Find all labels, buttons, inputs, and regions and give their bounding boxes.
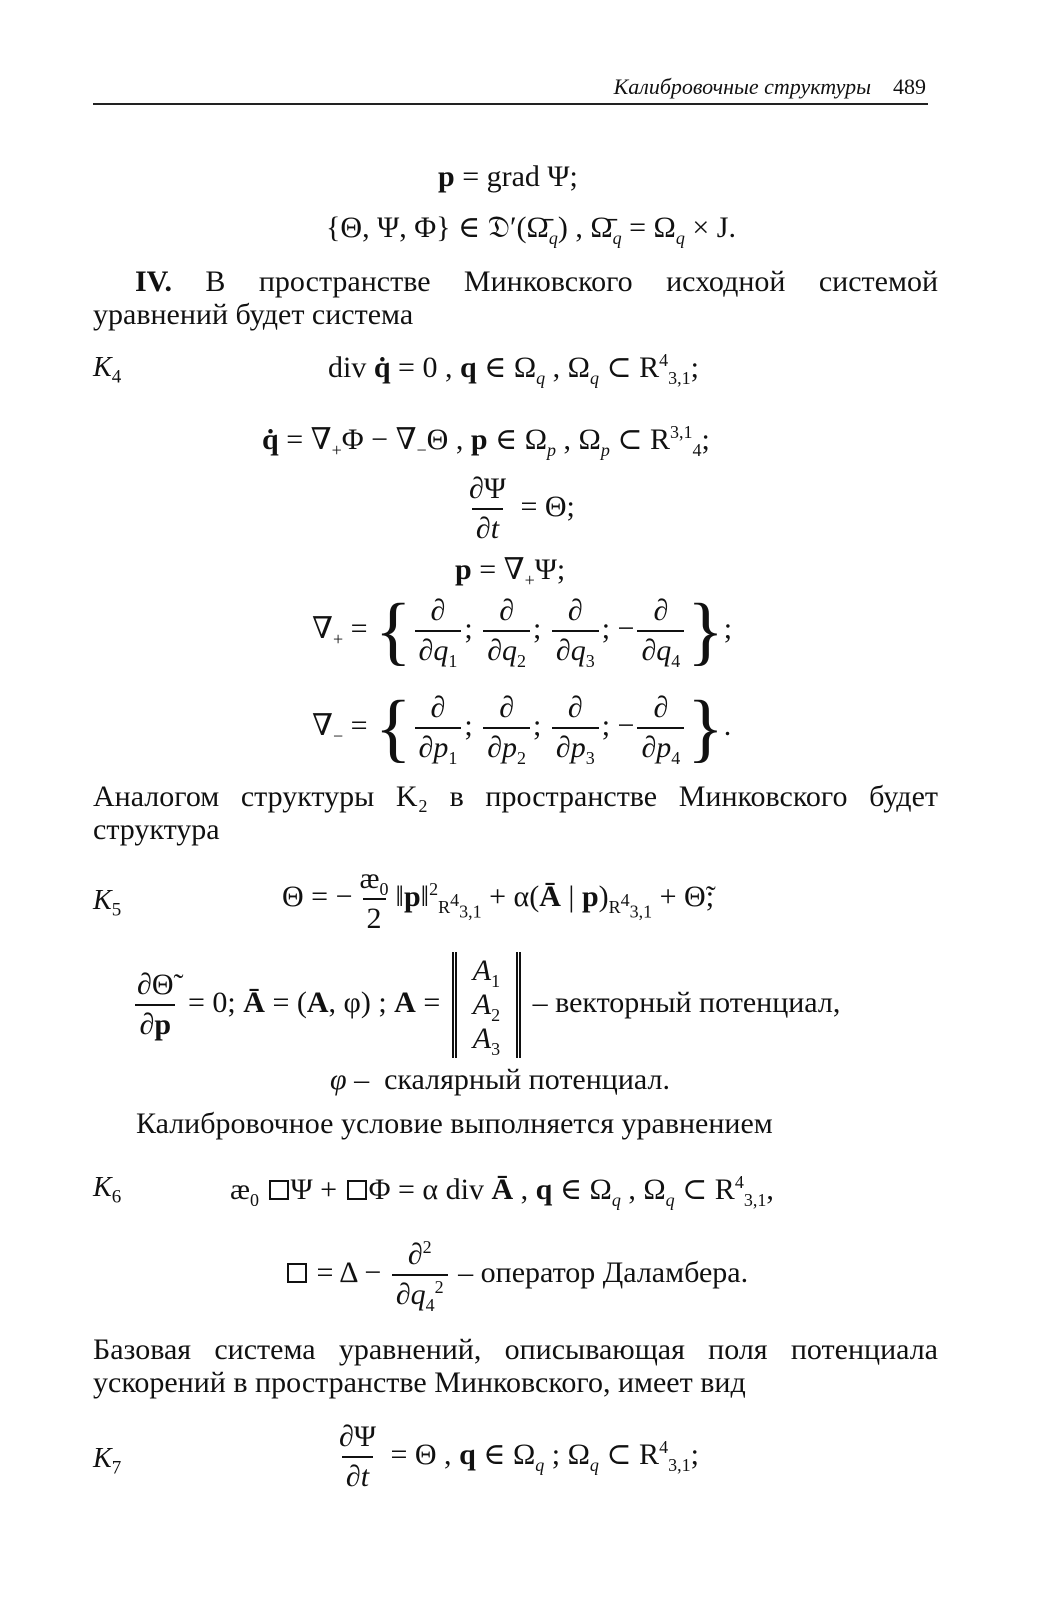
- equation-set-part3: = Ω: [621, 211, 676, 244]
- page-number: 489: [893, 74, 926, 99]
- equation-q-dot: q̇ = $\nabla_+\Phi - \nabla_-\Theta$ , p ∈ $\Omega_p$ , $\Omega_p$ ⊂ R$^{3,1}_4$;: [262, 422, 710, 460]
- label-k4: $K_4$: [93, 352, 122, 388]
- equation-gauge: $æ_0$ Ψ + Φ = α div Ā , q ∈ $\Omega_q$ , $\Omega_q$ ⊂ $R^4_{3,1}$,: [230, 1172, 774, 1210]
- dalembert-text: – оператор Даламбера.: [458, 1255, 749, 1289]
- equation-p-grad: p = grad Ψ;: [438, 160, 578, 193]
- scalar-potential-text: скалярный потенциал.: [384, 1063, 670, 1096]
- equation-set-part2: ) , Ω̄: [557, 211, 613, 244]
- equation-set-part4: × J.: [684, 211, 736, 244]
- gauge-condition-text: Калибровочное условие выполняется уравнением: [136, 1107, 773, 1140]
- label-k5: $K_5$: [93, 885, 122, 921]
- base-system-paragraph: Базовая система уравнений, описывающая поля потенциала ускорений в пространстве Минковского, имеет вид: [93, 1333, 938, 1399]
- section-iv-text: В пространстве Минковского исходной системой уравнений будет система: [93, 265, 939, 331]
- equation-k7: $\frac{\partial\Psi}{\partial t}$ = Θ , q ∈ $\Omega_q$ ; $\Omega_q$ ⊂ $R^4_{3,1}$;: [339, 1420, 699, 1493]
- vector-potential-text: – векторный потенциал,: [532, 985, 841, 1019]
- phi-symbol: φ –: [330, 1063, 370, 1096]
- running-title: Калибровочные структуры: [613, 74, 871, 99]
- header-rule: [93, 103, 928, 105]
- equation-nabla-minus: $\nabla_-$ = { $\frac{\partial}{\partial p_1}$ ; $\frac{\partial}{\partial p_2}$ ; $\frac{\partial}{\partial p_3}$ ; − $\frac{\partial}{\partial p_4}$ }.: [312, 686, 732, 770]
- equation-set-part1: {Θ, Ψ, Φ} ∈ 𝔇′(Ω̄: [326, 211, 549, 244]
- equation-dpsi-dt: $\frac{\partial\Psi}{\partial t}$ = Θ;: [469, 472, 575, 545]
- label-k7: $K_7$: [93, 1443, 122, 1479]
- equation-p-grad-rhs: grad Ψ;: [486, 160, 578, 193]
- analog-paragraph: Аналогом структуры K₂ в пространстве Минковского будет структура: [93, 780, 938, 846]
- equation-nabla-plus: $\nabla_+$ = { $\frac{\partial}{\partial q_1}$ ; $\frac{\partial}{\partial q_2}$ ; $\frac{\partial}{\partial q_3}$ ; − $\frac{\partial}{\partial q_4}$ };: [312, 589, 733, 673]
- section-iv-paragraph: [93, 265, 938, 331]
- equation-p-nabla: $p = \nabla_+\Psi$;: [455, 553, 566, 590]
- label-k6: $K_6$: [93, 1172, 122, 1208]
- running-header: [614, 74, 926, 100]
- equation-div-q: div q̇ = 0 , q ∈ $\Omega_q$ , $\Omega_q$ ⊂ $R^4_{3,1}$;: [328, 350, 699, 388]
- equation-dalembert: = Δ − $\frac{\partial^2}{\partial q_4^2}$ – оператор Даламбера.: [285, 1238, 748, 1312]
- equation-vector-potential: $\frac{\partial\Thetã}{\partial p}$ = 0; Ā = (A, φ) ; A = $A_1$ $A_2$ $A_3$ – векторный потенциал,: [137, 954, 841, 1059]
- equation-theta: Θ = − $\frac{æ_0}{2}$ ‖p‖$^2_{R^4_{3,1}}$ + α(Ā | $p)_{R^4_{3,1}}$ + Θ̃;: [282, 862, 715, 935]
- scalar-potential-line: [330, 1063, 670, 1097]
- section-iv-label: IV.: [135, 265, 172, 298]
- equation-distribution-set: {Θ, Ψ, Φ} ∈ $𝔇'(\Omegā_q)$ , $\Omegā_q = \Omega_q \times J$.: [326, 211, 736, 248]
